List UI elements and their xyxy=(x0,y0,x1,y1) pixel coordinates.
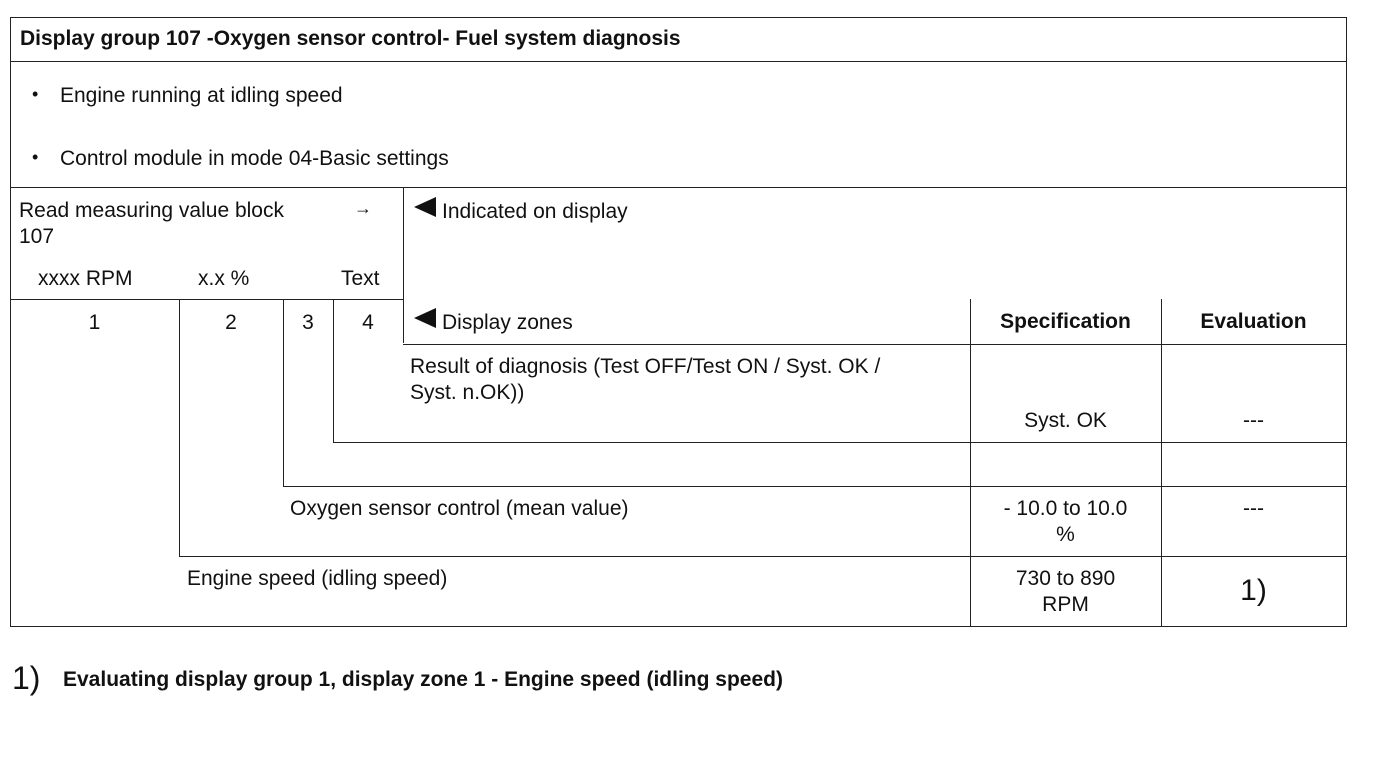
evaluation-header: Evaluation xyxy=(1200,310,1307,333)
row-zone2-spec-unit: % xyxy=(1056,523,1075,546)
read-block-divider xyxy=(10,299,403,300)
row-zone4-description: Result of diagnosis (Test OFF/Test ON / Syst. OK / xyxy=(410,355,881,378)
row-zone4-description-cont: Syst. n.OK)) xyxy=(410,381,525,404)
bullet-icon: • xyxy=(32,147,39,167)
page-title: Display group 107 -Oxygen sensor control- Fuel system diagnosis xyxy=(20,27,681,50)
zone-number-1: 1 xyxy=(88,311,101,334)
zones-header-divider xyxy=(403,344,1347,345)
row-zone1-evaluation: 1) xyxy=(1240,574,1267,607)
title-divider xyxy=(10,61,1347,62)
field-text: Text xyxy=(341,267,380,290)
bullet-icon: • xyxy=(32,84,39,104)
table-right-border xyxy=(1346,17,1347,627)
left-pointer-icon xyxy=(414,197,436,217)
row3-divider xyxy=(283,486,1347,487)
condition-item: Control module in mode 04-Basic settings xyxy=(60,147,449,170)
table-top-border xyxy=(10,17,1347,18)
right-arrow-icon: → xyxy=(354,198,372,218)
row-zone4-evaluation: --- xyxy=(1243,409,1264,432)
row-zone1-spec: 730 to 890 xyxy=(1015,567,1116,590)
row-zone2-spec: - 10.0 to 10.0 xyxy=(1003,497,1128,520)
zone-number-4: 4 xyxy=(362,311,374,334)
field-rpm: xxxx RPM xyxy=(38,267,133,290)
read-block-number: 107 xyxy=(19,225,55,248)
row-zone1-spec-unit: RPM xyxy=(1042,593,1089,616)
indicated-label: Indicated on display xyxy=(442,200,628,223)
condition-item: Engine running at idling speed xyxy=(60,84,343,107)
table-bottom-border xyxy=(10,626,1347,627)
conditions-divider xyxy=(10,187,1347,188)
footnote-marker: 1) xyxy=(12,660,41,696)
footnote-text: Evaluating display group 1, display zone 1 - Engine speed (idling speed) xyxy=(63,668,783,691)
specification-header: Specification xyxy=(1000,310,1131,333)
zone-col-divider-1 xyxy=(179,299,180,557)
display-zones-label: Display zones xyxy=(442,311,573,334)
zone-number-3: 3 xyxy=(302,311,314,334)
read-block-label: Read measuring value block xyxy=(19,199,284,222)
row-zone4-spec: Syst. OK xyxy=(1024,409,1107,432)
row-zone1-description: Engine speed (idling speed) xyxy=(187,567,448,590)
row2-divider xyxy=(179,556,1347,557)
row-zone2-evaluation: --- xyxy=(1243,497,1264,520)
row-zone2-description: Oxygen sensor control (mean value) xyxy=(290,497,629,520)
left-pointer-icon xyxy=(414,308,436,328)
row4-divider xyxy=(333,442,1347,443)
read-block-right-divider xyxy=(403,187,404,343)
zone-number-2: 2 xyxy=(225,311,237,334)
field-percent: x.x % xyxy=(198,267,250,290)
